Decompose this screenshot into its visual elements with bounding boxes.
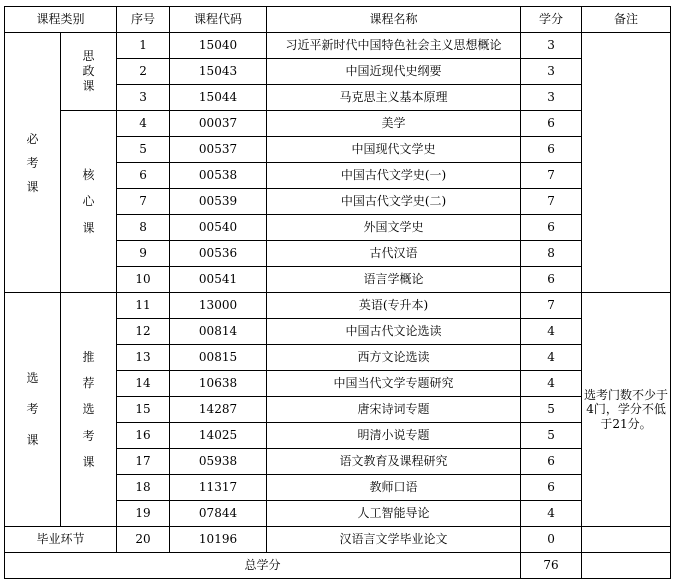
row-code: 15043 — [170, 59, 267, 85]
row-code: 00536 — [170, 241, 267, 267]
header-name: 课程名称 — [267, 7, 521, 33]
row-code: 05938 — [170, 449, 267, 475]
row-code: 15044 — [170, 85, 267, 111]
row-credit: 5 — [521, 397, 582, 423]
header-category: 课程类别 — [5, 7, 117, 33]
row-code: 00540 — [170, 215, 267, 241]
group-politics — [61, 33, 117, 111]
row-name: 中国古代文学史(二) — [267, 189, 521, 215]
row-code: 10638 — [170, 371, 267, 397]
row-name: 马克思主义基本原理 — [267, 85, 521, 111]
row-credit: 8 — [521, 241, 582, 267]
row-no: 3 — [117, 85, 170, 111]
row-credit: 3 — [521, 59, 582, 85]
row-credit: 6 — [521, 475, 582, 501]
row-credit: 4 — [521, 501, 582, 527]
row-code: 00539 — [170, 189, 267, 215]
remark-graduation — [582, 527, 671, 553]
group-graduation: 毕业环节 — [5, 527, 117, 553]
row-credit: 7 — [521, 189, 582, 215]
row-no: 18 — [117, 475, 170, 501]
row-code: 14025 — [170, 423, 267, 449]
row-credit: 7 — [521, 163, 582, 189]
row-name: 外国文学史 — [267, 215, 521, 241]
row-no: 4 — [117, 111, 170, 137]
row-name: 中国现代文学史 — [267, 137, 521, 163]
row-code: 00815 — [170, 345, 267, 371]
header-row — [5, 7, 671, 33]
group-elective — [5, 293, 61, 527]
row-code: 00814 — [170, 319, 267, 345]
total-label: 总学分 — [5, 553, 521, 579]
row-name: 语言学概论 — [267, 267, 521, 293]
total-row — [5, 553, 671, 579]
remark-required — [582, 33, 671, 293]
row-name: 教师口语 — [267, 475, 521, 501]
row-name: 人工智能导论 — [267, 501, 521, 527]
row-name: 唐宋诗词专题 — [267, 397, 521, 423]
row-name: 中国当代文学专题研究 — [267, 371, 521, 397]
table-row — [5, 293, 671, 319]
row-code: 11317 — [170, 475, 267, 501]
row-name: 习近平新时代中国特色社会主义思想概论 — [267, 33, 521, 59]
row-credit: 4 — [521, 345, 582, 371]
row-no: 2 — [117, 59, 170, 85]
row-credit: 6 — [521, 449, 582, 475]
header-no: 序号 — [117, 7, 170, 33]
row-no: 8 — [117, 215, 170, 241]
elective-note: 选考门数不少于4门，学分不低于21分。 — [582, 293, 671, 527]
row-code: 00538 — [170, 163, 267, 189]
row-no: 1 — [117, 33, 170, 59]
row-code: 07844 — [170, 501, 267, 527]
row-name: 美学 — [267, 111, 521, 137]
row-credit: 6 — [521, 137, 582, 163]
row-code: 14287 — [170, 397, 267, 423]
group-core-label: 核心课 — [82, 167, 95, 235]
row-credit: 3 — [521, 33, 582, 59]
row-name: 中国近现代史纲要 — [267, 59, 521, 85]
header-remark: 备注 — [582, 7, 671, 33]
group-recommended-label: 推荐选考课 — [82, 349, 95, 470]
row-no: 5 — [117, 137, 170, 163]
table-row — [5, 33, 671, 59]
remark-total — [582, 553, 671, 579]
row-credit: 4 — [521, 319, 582, 345]
course-table — [4, 6, 671, 579]
header-credit: 学分 — [521, 7, 582, 33]
row-name: 语文教育及课程研究 — [267, 449, 521, 475]
row-no: 10 — [117, 267, 170, 293]
row-credit: 3 — [521, 85, 582, 111]
row-no: 16 — [117, 423, 170, 449]
group-politics-label: 思政课 — [82, 49, 95, 93]
row-no: 20 — [117, 527, 170, 553]
row-no: 13 — [117, 345, 170, 371]
group-core — [61, 111, 117, 293]
group-required-label: 必考课 — [26, 131, 39, 194]
row-name: 明清小说专题 — [267, 423, 521, 449]
header-code: 课程代码 — [170, 7, 267, 33]
group-recommended — [61, 293, 117, 527]
row-name: 英语(专升本) — [267, 293, 521, 319]
row-name: 中国古代文学史(一) — [267, 163, 521, 189]
row-credit: 0 — [521, 527, 582, 553]
row-name: 中国古代文论选读 — [267, 319, 521, 345]
row-name: 汉语言文学毕业论文 — [267, 527, 521, 553]
group-required — [5, 33, 61, 293]
row-code: 15040 — [170, 33, 267, 59]
row-code: 13000 — [170, 293, 267, 319]
row-no: 17 — [117, 449, 170, 475]
row-credit: 7 — [521, 293, 582, 319]
row-credit: 6 — [521, 111, 582, 137]
row-no: 14 — [117, 371, 170, 397]
row-credit: 5 — [521, 423, 582, 449]
row-code: 10196 — [170, 527, 267, 553]
row-credit: 6 — [521, 267, 582, 293]
row-name: 西方文论选读 — [267, 345, 521, 371]
row-name: 古代汉语 — [267, 241, 521, 267]
total-value: 76 — [521, 553, 582, 579]
row-no: 11 — [117, 293, 170, 319]
row-no: 15 — [117, 397, 170, 423]
table-row — [5, 111, 671, 137]
table-row — [5, 527, 671, 553]
row-no: 12 — [117, 319, 170, 345]
row-no: 6 — [117, 163, 170, 189]
row-code: 00537 — [170, 137, 267, 163]
row-no: 19 — [117, 501, 170, 527]
row-no: 7 — [117, 189, 170, 215]
row-code: 00037 — [170, 111, 267, 137]
group-elective-label: 选考课 — [26, 370, 39, 448]
row-credit: 6 — [521, 215, 582, 241]
row-no: 9 — [117, 241, 170, 267]
row-code: 00541 — [170, 267, 267, 293]
row-credit: 4 — [521, 371, 582, 397]
